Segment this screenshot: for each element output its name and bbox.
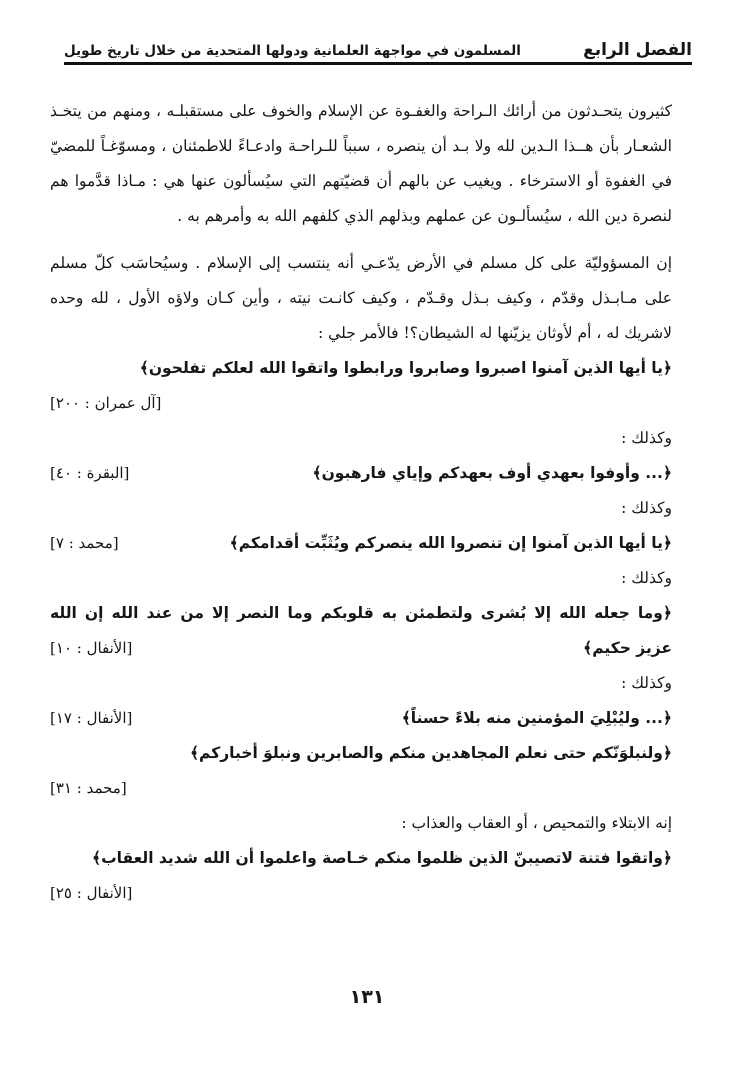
quran-verse: ﴿وما جعله الله إلا بُشرى ولتطمئن به قلوبكم وما النصر إلا من عند الله إن الله عزيز حكيم﴾ <box>50 604 672 657</box>
quran-verse: ﴿يا أيها الذين آمنوا اصبروا وصابروا ورابطوا واتقوا الله لعلكم تفلحون﴾ <box>139 359 672 377</box>
quote-row <box>50 701 672 736</box>
quran-verse: ﴿واتقوا فتنة لاتصيبنّ الذين ظلموا منكم خـاصة واعلموا أن الله شديد العقاب﴾ <box>92 849 672 867</box>
paragraph: كثيرون يتحـدثون من أرائك الـراحة والغفـوة عن الإسلام والخوف على مستقبلـه ، ومنهم من يتخـذ الشعـار بأن هــذا الـدين لله ولا بـد أن ينصره ، سبباً للـراحـة وادعـاءً للاطمئنان ، ومسوّغـاً للمضيّ في الغفوة أو الاسترخاء . ويغيب عن بالهم أن قضيّتهم التي سيُسألون عنها هي : مـاذا قدَّموا هم لنصرة دين الله ، سيُسألـون عن عملهم وبذلهم الذي كلفهم الله به وأمرهم به . <box>50 102 672 225</box>
chapter-title: الفصل الرابع <box>583 40 692 60</box>
quran-verse: ﴿يا أيها الذين آمنوا إن تنصروا الله ينصركم ويُثَبِّت أقدامكم﴾ <box>229 534 672 552</box>
verse-reference: [الأنفال : ١٧] <box>50 709 133 727</box>
verse-reference: [آل عمران : ٢٠٠] <box>50 394 162 412</box>
verse-reference: [الأنفال : ١٠] <box>50 639 133 657</box>
running-header <box>64 34 692 65</box>
quote-row <box>50 456 672 491</box>
quote-row <box>50 526 672 561</box>
verse-reference: [محمد : ٧] <box>50 534 119 552</box>
page-body <box>50 94 672 911</box>
book-title: المسلمون في مواجهة العلمانية ودولها المتحدية من خلال تاريخ طويل <box>64 43 521 59</box>
quran-verse: ﴿... وليُبْلِيَ المؤمنين منه بلاءً حسناً﴾ <box>401 709 672 727</box>
page-number: ١٣١ <box>349 986 385 1008</box>
connector-text: وكذلك : <box>621 569 672 587</box>
verse-reference: [الأنفال : ٢٥] <box>50 884 133 902</box>
verse-reference: [محمد : ٣١] <box>50 779 127 797</box>
quran-verse: ﴿ولنبلوَنّكم حتى نعلم المجاهدين منكم والصابرين ونبلوَ أخباركم﴾ <box>189 744 672 762</box>
connector-text: وكذلك : <box>621 429 672 447</box>
connector-text: وكذلك : <box>621 674 672 692</box>
connector-text: إنه الابتلاء والتمحيص ، أو العقاب والعذاب : <box>401 814 672 832</box>
paragraph: إن المسؤوليّة على كل مسلم في الأرض يدّعـي أنه ينتسب إلى الإسلام . وسيُحاسَب كلّ مسلم على مـابـذل وقدّم ، وكيف بـذل وقـدّم ، وكيف كانـت نيته ، وأين كـان ولاؤه الأول ، لله وحده لاشريك له ، أم لأوثان يزيّنها له الشيطان؟! فالأمر جلي : <box>50 254 672 342</box>
quran-verse: ﴿... وأوفوا بعهدي أوف بعهدكم وإياي فارهبون﴾ <box>312 464 672 482</box>
connector-text: وكذلك : <box>621 499 672 517</box>
verse-reference: [البقرة : ٤٠] <box>50 464 130 482</box>
